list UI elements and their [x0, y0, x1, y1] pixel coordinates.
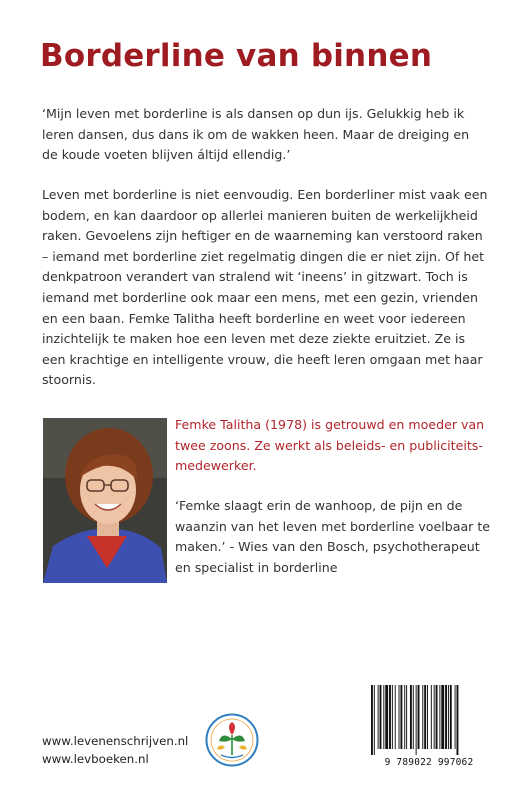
barcode-bar: [404, 685, 405, 749]
barcode-bar: [422, 685, 423, 749]
barcode-bar: [418, 685, 420, 749]
barcode-bar: [380, 685, 382, 749]
barcode-bar: [399, 685, 400, 749]
opening-quote: ‘Mijn leven met borderline is als dansen op dun ijs. Gelukkig heb ik leren dansen, dus dans ik om de wakken heen. Maar de dreiging en de koude voeten blijven áltijd ellendig.’: [42, 106, 470, 163]
barcode-bar: [427, 685, 428, 749]
barcode-bar: [441, 685, 444, 749]
barcode-bar: [450, 685, 452, 749]
barcode-bar: [374, 685, 375, 755]
barcode-bar: [385, 685, 388, 749]
author-bio: Femke Talitha (1978) is getrouwd en moeder van twee zoons. Ze werkt als beleids- en publiciteits-medewerker.: [175, 417, 485, 474]
barcode-bar: [448, 685, 449, 749]
barcode-bar: [395, 685, 396, 749]
review-quote: ‘Femke slaagt erin de wanhoop, de pijn en de waanzin van het leven met borderline voelbaar te maken.’ - Wies van den Bosch, psychotherapeut en specialist in borderline: [175, 498, 491, 575]
barcode-bar: [439, 685, 440, 749]
website-link[interactable]: www.levenenschrijven.nl: [42, 734, 189, 748]
barcode-bar: [416, 685, 417, 755]
barcode-bar: [378, 685, 379, 749]
barcode-bar: [431, 685, 432, 749]
barcode-bar: [455, 685, 456, 749]
barcode-bar: [457, 685, 459, 755]
book-description: Leven met borderline is niet eenvoudig. Een borderliner mist vaak een bodem, en kan daardoor op allerlei manieren buiten de werkelijkheid raken. Gevoelens zijn heftiger en de waarneming kan verstoord raken – iemand met borderline ziet regelmatig dingen die er niet zijn. Of het denkpatroon verandert van stralend wit ‘ineens’ in gitzwart. Toch is iemand met borderline ook maar een mens, met een gezin, vrienden en een baan. Femke Talitha heeft borderline en weet voor iedereen inzichtelijk te maken hoe een leven met deze ziekte eruitziet. Ze is een krachtige en intelligente vrouw, die heeft leren omgaan met haar stoornis.: [42, 187, 488, 388]
author-photo: [43, 418, 167, 583]
isbn-number: 9 789022 997062: [384, 757, 474, 768]
barcode-bar: [383, 685, 384, 749]
barcode-bar: [434, 685, 435, 749]
barcode-bar: [436, 685, 438, 749]
book-title: Borderline van binnen: [40, 38, 433, 74]
barcode-bar: [410, 685, 412, 749]
barcode-bar: [392, 685, 393, 749]
barcode-bar: [424, 685, 426, 749]
website-link[interactable]: www.levboeken.nl: [42, 752, 149, 766]
websites: [42, 732, 188, 768]
publisher-logo: [205, 713, 259, 767]
barcode-bar: [413, 685, 414, 749]
barcode-bar: [400, 685, 402, 749]
barcode-bar: [445, 685, 447, 749]
barcode-bar: [406, 685, 407, 749]
barcode-bar: [389, 685, 391, 749]
barcode-bar: [371, 685, 373, 755]
